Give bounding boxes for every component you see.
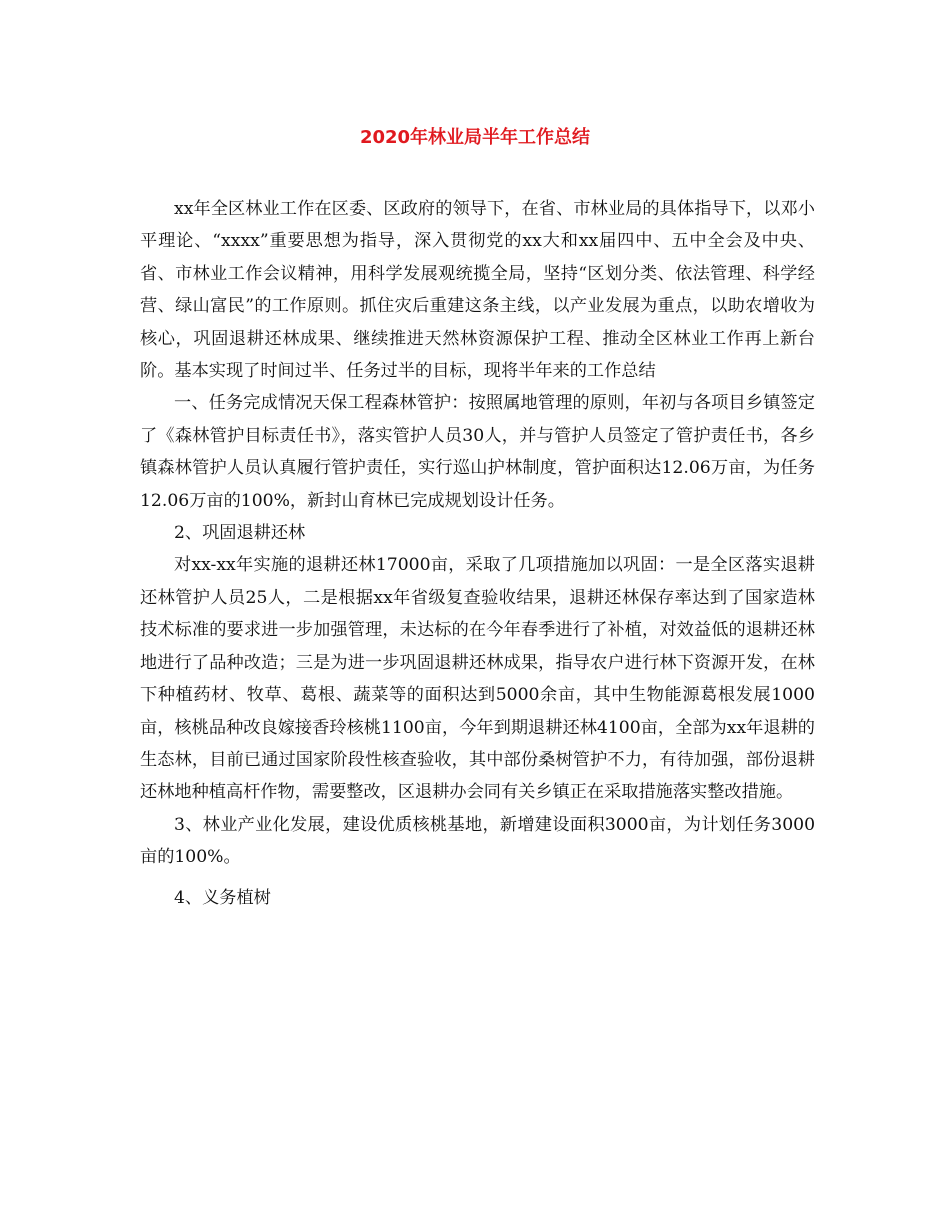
paragraph-section-1: 一、任务完成情况天保工程森林管护：按照属地管理的原则，年初与各项目乡镇签定了《森林管护目标责任书》，落实管护人员30人，并与管护人员签定了管护责任书，各乡镇森林管护人员认真履行管护责任，实行巡山护林制度，管护面积达12.06万亩，为任务12.06万亩的100%，新封山育林已完成规划设计任务。	[140, 393, 815, 511]
document-title: 2020年林业局半年工作总结	[359, 127, 591, 148]
paragraph-section-3: 3、林业产业化发展，建设优质核桃基地，新增建设面积3000亩，为计划任务3000亩的100%。	[140, 814, 815, 868]
paragraph-section-2: 对xx-xx年实施的退耕还林17000亩，采取了几项措施加以巩固：一是全区落实退耕还林管护人员25人，二是根据xx年省级复查验收结果，退耕还林保存率达到了国家造林技术标准的要求进一步加强管理，未达标的在今年春季进行了补植，对效益低的退耕还林地进行了品种改造；三是为进一步巩固退耕还林成果，指导农户进行林下资源开发，在林下种植药材、牧草、葛根、蔬菜等的面积达到5000余亩，其中生物能源葛根发展1000亩，核桃品种改良嫁接香玲核桃1100亩，今年到期退耕还林4100亩，全部为xx年退耕的生态林，目前已通过国家阶段性核查验收，其中部份桑树管护不力，有待加强，部份退耕还林地种植高杆作物，需要整改，区退耕办会同有关乡镇正在采取措施落实整改措施。	[140, 555, 815, 803]
paragraph-intro: xx年全区林业工作在区委、区政府的领导下，在省、市林业局的具体指导下，以邓小平理论、“xxxx”重要思想为指导，深入贯彻党的xx大和xx届四中、五中全会及中央、省、市林业工作会议精神，用科学发展观统揽全局，坚持“区划分类、依法管理、科学经营、绿山富民”的工作原则。抓住灾后重建这条主线，以产业发展为重点，以助农增收为核心，巩固退耕还林成果、继续推进天然林资源保护工程、推动全区林业工作再上新台阶。基本实现了时间过半、任务过半的目标，现将半年来的工作总结	[140, 199, 815, 382]
document-body	[140, 193, 815, 914]
paragraph-heading-2: 2、巩固退耕还林	[174, 523, 306, 544]
paragraph-heading-4: 4、义务植树	[174, 887, 271, 908]
